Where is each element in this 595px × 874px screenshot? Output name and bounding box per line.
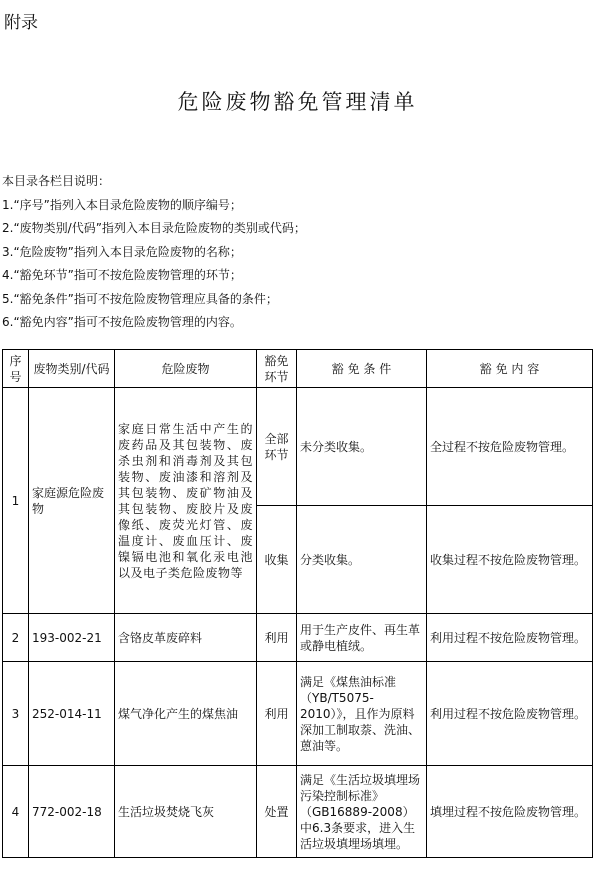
row-stage: 处置 — [257, 766, 297, 858]
row-code: 家庭源危险废物 — [29, 388, 115, 614]
explanation-item: 5.“豁免条件”指可不按危险废物管理应具备的条件； — [2, 291, 278, 306]
header-content: 豁 免 内 容 — [427, 350, 593, 388]
row-stage: 全部环节 — [257, 388, 297, 506]
explanation-item: 1.“序号”指列入本目录危险废物的顺序编号； — [2, 197, 242, 212]
row-no: 2 — [3, 614, 29, 662]
table-header-row — [3, 350, 593, 388]
explanation-item: 6.“豁免内容”指可不按危险废物管理的内容。 — [2, 315, 242, 329]
row-condition: 用于生产皮件、再生革或静电植绒。 — [297, 614, 427, 662]
header-condition: 豁 免 条 件 — [297, 350, 427, 388]
explanation-heading: 本目录各栏目说明： — [2, 174, 111, 188]
row-content: 利用过程不按危险废物管理。 — [427, 662, 593, 766]
row-code: 252-014-11 — [29, 662, 115, 766]
row-stage: 利用 — [257, 614, 297, 662]
row-condition: 分类收集。 — [297, 506, 427, 614]
row-waste: 家庭日常生活中产生的废药品及其包装物、废杀虫剂和消毒剂及其包装物、废油漆和溶剂及其包装物、废矿物油及其包装物、废胶片及废像纸、废荧光灯管、废温度计、废血压计、废镍镉电池和氧化汞电池以及电子类危险废物等 — [115, 388, 257, 614]
row-content: 收集过程不按危险废物管理。 — [427, 506, 593, 614]
row-content: 利用过程不按危险废物管理。 — [427, 614, 593, 662]
explanation-item: 2.“废物类别/代码”指列入本目录危险废物的类别或代码； — [2, 221, 306, 235]
row-condition: 满足《煤焦油标准（YB/T5075-2010）》，且作为原料深加工制取萘、洗油、蒽油等。 — [297, 662, 427, 766]
row-waste: 煤气净化产生的煤焦油 — [115, 662, 257, 766]
exemption-table — [2, 349, 593, 858]
table-row — [3, 766, 593, 858]
table-row — [3, 388, 593, 506]
row-content: 全过程不按危险废物管理。 — [427, 388, 593, 506]
row-condition: 满足《生活垃圾填埋场污染控制标准》（GB16889-2008）中6.3条要求，进入生活垃圾填埋场填埋。 — [297, 766, 427, 858]
header-no: 序号 — [3, 350, 29, 388]
table-row — [3, 614, 593, 662]
row-code: 193-002-21 — [29, 614, 115, 662]
explanation-item: 3.“危险废物”指列入本目录危险废物的名称； — [2, 244, 242, 259]
row-stage: 收集 — [257, 506, 297, 614]
row-no: 3 — [3, 662, 29, 766]
header-code: 废物类别/代码 — [29, 350, 115, 388]
row-stage: 利用 — [257, 662, 297, 766]
header-stage: 豁免环节 — [257, 350, 297, 388]
row-code: 772-002-18 — [29, 766, 115, 858]
column-explanation — [2, 170, 306, 335]
appendix-label: 附录 — [4, 13, 38, 33]
header-waste: 危险废物 — [115, 350, 257, 388]
row-waste: 生活垃圾焚烧飞灰 — [115, 766, 257, 858]
row-condition: 未分类收集。 — [297, 388, 427, 506]
row-no: 1 — [3, 388, 29, 614]
row-no: 4 — [3, 766, 29, 858]
explanation-item: 4.“豁免环节”指可不按危险废物管理的环节； — [2, 268, 242, 282]
row-content: 填埋过程不按危险废物管理。 — [427, 766, 593, 858]
document-title: 危险废物豁免管理清单 — [177, 90, 418, 114]
table-row — [3, 662, 593, 766]
row-waste: 含铬皮革废碎料 — [115, 614, 257, 662]
